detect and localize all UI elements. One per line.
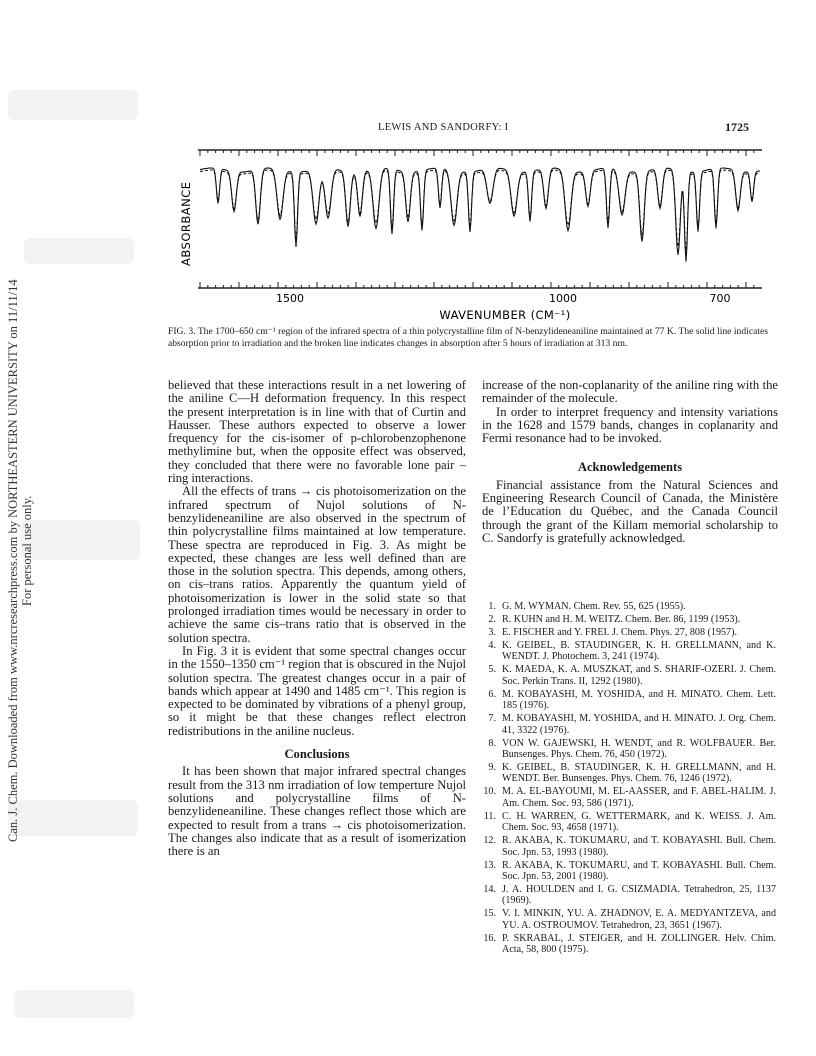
reference-item	[482, 713, 776, 736]
scan-smudge	[24, 238, 134, 264]
figure-caption: FIG. 3. The 1700–650 cm⁻¹ region of the infrared spectra of a thin polycrystalline film of N-benzylideneaniline maintained at 77 K. The solid line indicates absorption prior to irradiation and the broken line indicates changes in absorption after 5 hours of irradiation at 313 nm.	[168, 326, 768, 350]
download-notice: Can. J. Chem. Downloaded from www.nrcresearchpress.com by NORTHEASTERN UNIVERSITY on 11/11/14	[6, 279, 20, 842]
right-column	[482, 379, 778, 545]
reference-text: M. KOBAYASHI, M. YOSHIDA, and H. MINATO. Chem. Lett. 185 (1976).	[502, 688, 776, 712]
reference-number: 13.	[483, 859, 496, 871]
reference-number: 9.	[488, 762, 496, 774]
reference-text: K. GEIBEL, B. STAUDINGER, K. H. GRELLMANN, and K. WENDT. J. Photochem. 3, 241 (1974).	[502, 640, 776, 663]
reference-item	[482, 884, 776, 907]
reference-item	[482, 811, 776, 834]
x-axis-label: WAVENUMBER (CM⁻¹)	[439, 308, 571, 322]
conclusions-paragraph: It has been shown that major infrared spectral changes result from the 313 nm irradiation of low temperture Nujol solutions and polycrystalline films of N-benzylideneaniline. These changes reflect those which are expected to result from a trans → cis photoisomerization. The changes also indicate that as a result of isomerization there is an	[168, 764, 466, 859]
reference-number: 11.	[483, 810, 496, 822]
tick-label-700: 700	[709, 292, 731, 305]
running-head: LEWIS AND SANDORFY: I	[378, 122, 509, 133]
reference-text: G. M. WYMAN. Chem. Rev. 55, 625 (1955).	[502, 601, 686, 612]
tick-label-1000: 1000	[549, 292, 577, 305]
reference-item	[482, 689, 776, 712]
reference-item	[482, 835, 776, 858]
scan-smudge	[20, 520, 140, 560]
tick-label-1500: 1500	[276, 292, 304, 305]
scan-smudge	[8, 800, 138, 836]
reference-number: 15.	[483, 908, 496, 920]
reference-text: C. H. WARREN, G. WETTERMARK, and K. WEISS. J. Am. Chem. Soc. 93, 4658 (1971).	[502, 810, 776, 834]
reference-item	[482, 786, 776, 809]
reference-number: 1.	[488, 601, 496, 612]
reference-number: 5.	[488, 664, 496, 676]
reference-number: 3.	[488, 627, 496, 638]
personal-use-notice: For personal use only.	[20, 495, 34, 606]
reference-text: K. GEIBEL, B. STAUDINGER, K. H. GRELLMANN, and H. WENDT. Ber. Bunsenges. Phys. Chem. 76, 1246 (1972).	[502, 762, 776, 785]
right-paragraph-1: increase of the non-coplanarity of the aniline ring with the remainder of the molecule.	[482, 378, 778, 406]
reference-item	[482, 933, 776, 956]
reference-item	[482, 627, 776, 638]
reference-number: 14.	[483, 884, 496, 896]
scan-smudge	[14, 990, 134, 1018]
left-paragraph-1: believed that these interactions result in a net lowering of the aniline C—H deformation frequency. In this respect the present interpretation is in line with that of Curtin and Hausser. These authors expected to observe a lower frequency for the cis-isomer of p-chlorobenzophenone methylimine but, when the opposite effect was observed, they concluded that there were no favorable lone pair – ring interactions.	[168, 378, 466, 486]
reference-text: R. KUHN and H. M. WEITZ. Chem. Ber. 86, 1199 (1953).	[502, 614, 741, 625]
reference-text: M. A. EL-BAYOUMI, M. EL-AASSER, and F. ABEL-HALIM. J. Am. Chem. Soc. 93, 586 (1971).	[502, 786, 776, 809]
reference-item	[482, 601, 776, 612]
bottom-ticks	[200, 282, 754, 288]
reference-number: 12.	[483, 835, 496, 847]
reference-text: P. SKRABAL, J. STEIGER, and H. ZOLLINGER. Helv. Chim. Acta, 58, 800 (1975).	[502, 932, 776, 956]
reference-number: 7.	[488, 713, 496, 725]
reference-number: 2.	[488, 614, 496, 625]
reference-text: J. A. HOULDEN and I. G. CSIZMADIA. Tetrahedron, 25, 1137 (1969).	[502, 884, 776, 907]
top-ticks	[200, 150, 754, 156]
right-paragraph-2: In order to interpret frequency and intensity variations in the 1628 and 1579 bands, changes in coplanarity and Fermi resonance had to be invoked.	[482, 404, 778, 446]
reference-text: VON W. GAJEWSKI, H. WENDT, and R. WOLFBAUER. Ber. Bunsenges. Phys. Chem. 76, 450 (1972).	[502, 737, 776, 761]
reference-text: R. AKABA, K. TOKUMARU, and T. KOBAYASHI. Bull. Chem. Soc. Jpn. 53, 2001 (1980).	[502, 859, 776, 883]
spectrum-svg	[170, 138, 770, 328]
reference-number: 10.	[483, 786, 496, 798]
left-paragraph-3: In Fig. 3 it is evident that some spectral changes occur in the 1550–1350 cm⁻¹ region that is obscured in the Nujol solution spectra. The greatest changes occur in a pair of bands which appear at 1490 and 1485 cm⁻¹. This region is expected to be dominated by vibrations of a phenyl group, so it might be that these changes reflect electron redistributions in the aniline nucleus.	[168, 643, 466, 738]
y-axis-label: ABSORBANCE	[179, 181, 193, 266]
reference-number: 16.	[483, 932, 496, 944]
reference-number: 6.	[488, 688, 496, 700]
left-paragraph-2: All the effects of trans → cis photoisomerization on the infrared spectrum of Nujol solutions of N-benzylideneaniline are also observed in the spectrum of thin polycrystalline films maintained at low temperature. These spectra are reproduced in Fig. 3. As might be expected, these changes are less well defined than are those in the solution spectra. This depends, among others, on cis–trans ratios. Apparently the quantum yield of photoisomerization is lower in the solid state so that prolonged irradiation times would be necessary in order to achieve the same cis–trans ratio that is observed in the solution spectra.	[168, 484, 466, 645]
conclusions-heading: Conclusions	[284, 747, 350, 762]
reference-number: 8.	[488, 737, 496, 749]
reference-text: R. AKABA, K. TOKUMARU, and T. KOBAYASHI. Bull. Chem. Soc. Jpn. 53, 1993 (1980).	[502, 835, 776, 858]
reference-item	[482, 860, 776, 883]
scan-smudge	[8, 90, 138, 120]
reference-item	[482, 640, 776, 663]
reference-list	[482, 601, 776, 956]
reference-number: 4.	[488, 640, 496, 651]
ir-spectrum-figure	[170, 138, 770, 328]
acknowledgements-heading: Acknowledgements	[577, 460, 683, 475]
references-section	[482, 601, 776, 957]
reference-item	[482, 762, 776, 785]
reference-text: E. FISCHER and Y. FREI. J. Chem. Phys. 27, 808 (1957).	[502, 627, 737, 638]
reference-item	[482, 738, 776, 761]
reference-text: M. KOBAYASHI, M. YOSHIDA, and H. MINATO. J. Org. Chem. 41, 3322 (1976).	[502, 713, 776, 736]
dashed-spectrum-line	[200, 170, 760, 253]
acknowledgements-paragraph: Financial assistance from the Natural Sciences and Engineering Research Council of Canada, the Ministère de l’Education du Québec, and the Canada Council through the grant of the Killam memorial scholarship to C. Sandorfy is gratefully acknowledged.	[482, 477, 778, 545]
reference-item	[482, 908, 776, 931]
reference-item	[482, 614, 776, 625]
reference-item	[482, 664, 776, 687]
page-number: 1725	[725, 120, 749, 134]
reference-text: V. I. MINKIN, YU. A. ZHADNOV, E. A. MEDYANTZEVA, and YU. A. OSTROUMOV. Tetrahedron, 23, 3651 (1967).	[502, 908, 776, 931]
left-column	[168, 379, 466, 858]
reference-text: K. MAEDA, K. A. MUSZKAT, and S. SHARIF-OZERI. J. Chem. Soc. Perkin Trans. II, 1292 (1980).	[502, 664, 776, 687]
